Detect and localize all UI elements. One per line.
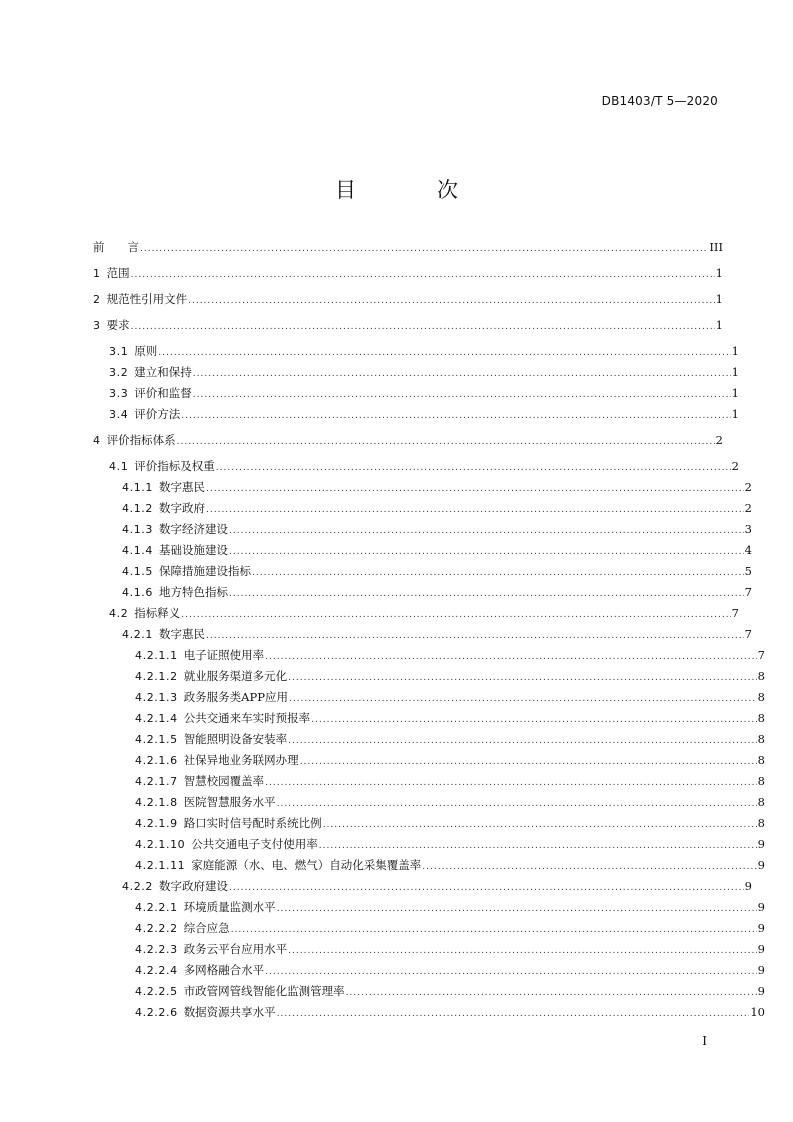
toc-entry-number: 4.2.1.4 [135,712,178,725]
toc-entry-title [135,919,230,938]
toc-entry-title [93,431,176,450]
toc-entry-label: 范围 [106,266,130,280]
toc-entry[interactable] [93,646,765,664]
toc-entry-label: 评价和监督 [134,386,192,400]
toc-entry-page: 8 [757,795,765,809]
toc-entry-label: 电子证照使用率 [183,648,265,662]
toc-entry-title [135,1003,276,1022]
toc-entry-number: 4.2.1 [122,628,153,641]
toc-entry-number: 4.2.1.1 [135,649,178,662]
toc-entry-label: 建立和保持 [134,365,192,379]
toc-entry[interactable] [93,290,723,308]
toc-entry-number: 4.2.2.6 [135,1006,178,1019]
toc-entry-number: 4.2.2.4 [135,964,178,977]
toc-dot-leader [229,879,744,897]
toc-entry-title [135,751,299,770]
toc-entry[interactable] [93,499,752,517]
toc-entry-number: 4.2.1.9 [135,817,178,830]
toc-entry-number: 4.2.1.10 [135,838,186,851]
page-number: I [702,1034,707,1048]
toc-entry-label: 数字经济建设 [159,522,228,536]
toc-entry[interactable] [93,667,765,685]
toc-entry-number: 4.2.1.7 [135,775,178,788]
toc-entry[interactable] [93,919,765,937]
toc-entry-page: 3 [744,522,752,536]
toc-dot-leader [265,963,756,981]
toc-entry-title [109,342,157,361]
toc-entry-number: 2 [93,293,101,306]
toc-entry-number: 4.2.2.3 [135,943,178,956]
toc-entry-title [135,709,310,728]
toc-entry[interactable] [93,562,752,580]
toc-entry-number: 3.4 [109,408,129,421]
toc-entry[interactable] [93,688,765,706]
toc-entry-label: 就业服务渠道多元化 [183,669,288,683]
toc-dot-leader [288,669,756,687]
toc-entry[interactable] [93,405,739,423]
toc-entry-page: 9 [757,837,765,851]
toc-entry-page: 1 [731,365,739,379]
toc-entry-page: 9 [757,984,765,998]
toc-dot-leader [193,386,731,404]
toc-entry-label: 前 言 [93,240,139,254]
toc-entry[interactable] [93,342,739,360]
toc-entry-number: 4.2.2.1 [135,901,178,914]
toc-entry-page: 7 [731,606,739,620]
toc-entry-number: 4.2.1.3 [135,691,178,704]
toc-entry-number: 3 [93,319,101,332]
toc-entry-number: 4.2.1.5 [135,733,178,746]
toc-dot-leader [346,984,757,1002]
toc-entry-number: 3.2 [109,366,129,379]
toc-entry[interactable] [93,625,752,643]
toc-entry[interactable] [93,961,765,979]
toc-entry[interactable] [93,814,765,832]
toc-dot-leader [206,501,744,519]
toc-entry-label: 市政管网管线智能化监测管理率 [183,984,345,998]
toc-entry-number: 4.1.5 [122,565,153,578]
toc-entry-page: III [709,240,723,254]
toc-entry[interactable] [93,541,752,559]
toc-entry[interactable] [93,751,765,769]
toc-dot-leader [206,627,744,645]
toc-entry-page: 9 [757,900,765,914]
toc-entry-page: 5 [744,564,752,578]
toc-entry-page: 1 [731,344,739,358]
toc-dot-leader [265,774,756,792]
toc-entry-number: 4 [93,434,101,447]
toc-dot-leader [300,753,757,771]
toc-entry-page: 1 [731,407,739,421]
toc-entry-title [122,877,228,896]
toc-entry-title [135,898,276,917]
toc-entry-page: 8 [757,774,765,788]
toc-entry-label: 数字惠民 [159,480,205,494]
toc-dot-leader [277,795,757,813]
toc-entry-title [109,604,180,623]
toc-entry-label: 数据资源共享水平 [183,1005,276,1019]
toc-entry-number: 4.2.1.2 [135,670,178,683]
toc-dot-leader [181,606,730,624]
toc-entry[interactable] [93,384,739,402]
toc-entry-label: 地方特色指标 [159,585,228,599]
toc-entry-label: 公共交通来车实时预报率 [183,711,311,725]
toc-entry-label: 政务服务类APP应用 [183,690,288,704]
toc-entry-page: 9 [757,942,765,956]
toc-entry-title [93,264,130,283]
toc-entry-page: 8 [757,711,765,725]
toc-entry-label: 社保异地业务联网办理 [183,753,299,767]
toc-entry-label: 智慧校园覆盖率 [183,774,265,788]
toc-entry-page: 9 [757,963,765,977]
toc-entry-title [122,562,251,581]
toc-entry-page: 2 [744,480,752,494]
toc-entry-label: 智能照明设备安装率 [183,732,288,746]
toc-entry-number: 4.1.6 [122,586,153,599]
toc-dot-leader [288,942,756,960]
toc-entry-title [135,730,287,749]
toc-entry-title [122,478,205,497]
toc-entry[interactable] [93,238,723,256]
toc-entry-label: 数字政府建设 [159,879,228,893]
toc-entry-title [122,625,205,644]
toc-entry-title [109,384,192,403]
toc-entry-label: 保障措施建设指标 [159,564,251,578]
toc-entry-number: 4.1.1 [122,481,153,494]
toc-entry-page: 8 [757,732,765,746]
toc-dot-leader [188,292,715,310]
toc-entry-page: 9 [757,858,765,872]
toc-entry-title [135,814,322,833]
toc-dot-leader [252,564,744,582]
toc-entry-title [135,793,276,812]
toc-entry-title [93,316,130,335]
toc-entry[interactable] [93,793,765,811]
toc-entry-number: 4.1.4 [122,544,153,557]
toc-entry-title [135,961,264,980]
toc-dot-leader [131,266,715,284]
toc-entry[interactable] [93,898,765,916]
toc-dot-leader [131,318,715,336]
toc-entry-title [122,541,228,560]
toc-entry-label: 路口实时信号配时系统比例 [183,816,322,830]
toc-entry-number: 4.2.1.8 [135,796,178,809]
toc-entry-page: 4 [744,543,752,557]
toc-entry-number: 4.2.1.6 [135,754,178,767]
toc-entry-label: 综合应急 [183,921,230,935]
toc-entry-number: 4.2.2.2 [135,922,178,935]
toc-entry[interactable] [93,1003,765,1021]
toc-entry[interactable] [93,478,752,496]
toc-entry-label: 基础设施建设 [159,543,228,557]
toc-entry-title [135,688,288,707]
toc-entry-number: 4.2.2.5 [135,985,178,998]
toc-entry-number: 4.2.1.11 [135,859,186,872]
toc-entry-page: 8 [757,690,765,704]
toc-entry-title [135,667,287,686]
toc-entry-number: 3.3 [109,387,129,400]
toc-entry[interactable] [93,982,765,1000]
toc-entry-label: 要求 [106,318,130,332]
toc-entry-number: 4.2 [109,607,129,620]
toc-entry-title [135,646,264,665]
toc-dot-leader [181,407,730,425]
toc-entry[interactable] [93,940,765,958]
toc-entry-title [135,772,264,791]
toc-dot-leader [206,480,744,498]
toc-entry-page: 10 [750,1005,765,1019]
toc-dot-leader [229,585,744,603]
toc-entry-label: 评价指标体系 [106,433,176,447]
toc-entry-number: 1 [93,267,101,280]
toc-entry-page: 1 [715,318,723,332]
page-title: 目 次 [335,178,488,202]
toc-entry[interactable] [93,264,723,282]
toc-entry-label: 公共交通电子支付使用率 [191,837,318,851]
toc-dot-leader [319,837,757,855]
toc-entry-label: 规范性引用文件 [106,292,188,306]
toc-entry[interactable] [93,856,765,874]
toc-entry[interactable] [93,520,752,538]
toc-dot-leader [311,711,756,729]
toc-entry-label: 医院智慧服务水平 [183,795,276,809]
toc-entry-number: 4.1 [109,460,129,473]
toc-entry-label: 数字政府 [159,501,205,515]
toc-entry-title [109,363,192,382]
toc-entry[interactable] [93,604,739,622]
toc-entry-title [135,856,421,875]
toc-dot-leader [229,522,744,540]
toc-entry-page: 2 [731,459,739,473]
toc-dot-leader [289,690,757,708]
toc-entry-page: 2 [744,501,752,515]
toc-entry[interactable] [93,730,765,748]
toc-entry-label: 指标释义 [134,606,181,620]
toc-entry-label: 多网格融合水平 [183,963,265,977]
toc-dot-leader [140,240,708,258]
toc-entry-page: 8 [757,816,765,830]
toc-dot-leader [277,1005,750,1023]
toc-entry-title [93,238,139,256]
toc-entry-title [109,405,180,424]
toc-entry-title [109,457,215,476]
toc-dot-leader [277,900,757,918]
toc-entry[interactable] [93,431,723,449]
toc-entry-page: 7 [757,648,765,662]
toc-entry[interactable] [93,457,739,475]
toc-entry[interactable] [93,583,752,601]
toc-entry-label: 数字惠民 [159,627,205,641]
toc-entry[interactable] [93,709,765,727]
toc-dot-leader [158,344,730,362]
toc-entry-page: 1 [715,292,723,306]
toc-entry[interactable] [93,316,723,334]
toc-dot-leader [193,365,731,383]
toc-entry-page: 7 [744,627,752,641]
toc-entry-page: 8 [757,669,765,683]
toc-entry-title [122,520,228,539]
toc-dot-leader [422,858,756,876]
toc-entry-title [135,835,318,854]
toc-entry[interactable] [93,363,739,381]
toc-entry-number: 4.1.2 [122,502,153,515]
toc-dot-leader [231,921,757,939]
toc-entry-page: 8 [757,753,765,767]
toc-entry-page: 9 [744,879,752,893]
toc-dot-leader [177,433,715,451]
toc-entry-label: 环境质量监测水平 [183,900,276,914]
toc-entry-page: 9 [757,921,765,935]
toc-entry-number: 4.1.3 [122,523,153,536]
document-code: DB1403/T 5—2020 [601,94,718,108]
toc-entry-label: 家庭能源（水、电、燃气）自动化采集覆盖率 [191,858,422,872]
toc-entry-page: 7 [744,585,752,599]
toc-dot-leader [265,648,756,666]
toc-entry-number: 3.1 [109,345,129,358]
toc-entry-page: 2 [715,433,723,447]
toc-dot-leader [229,543,744,561]
toc-entry-title [93,290,187,309]
toc-entry-page: 1 [731,386,739,400]
toc-dot-leader [216,459,731,477]
toc-entry[interactable] [93,772,765,790]
toc-entry[interactable] [93,877,752,895]
toc-entry-title [135,982,345,1001]
toc-entry-label: 评价指标及权重 [134,459,215,473]
toc-entry-title [122,499,205,518]
toc-entry-label: 原则 [134,344,158,358]
toc-dot-leader [288,732,756,750]
toc-entry-label: 评价方法 [134,407,181,421]
toc-dot-leader [323,816,757,834]
toc-entry-title [135,940,287,959]
toc-entry-label: 政务云平台应用水平 [183,942,288,956]
toc-entry-page: 1 [715,266,723,280]
toc-entry-title [122,583,228,602]
toc-entry-number: 4.2.2 [122,880,153,893]
toc-entry[interactable] [93,835,765,853]
